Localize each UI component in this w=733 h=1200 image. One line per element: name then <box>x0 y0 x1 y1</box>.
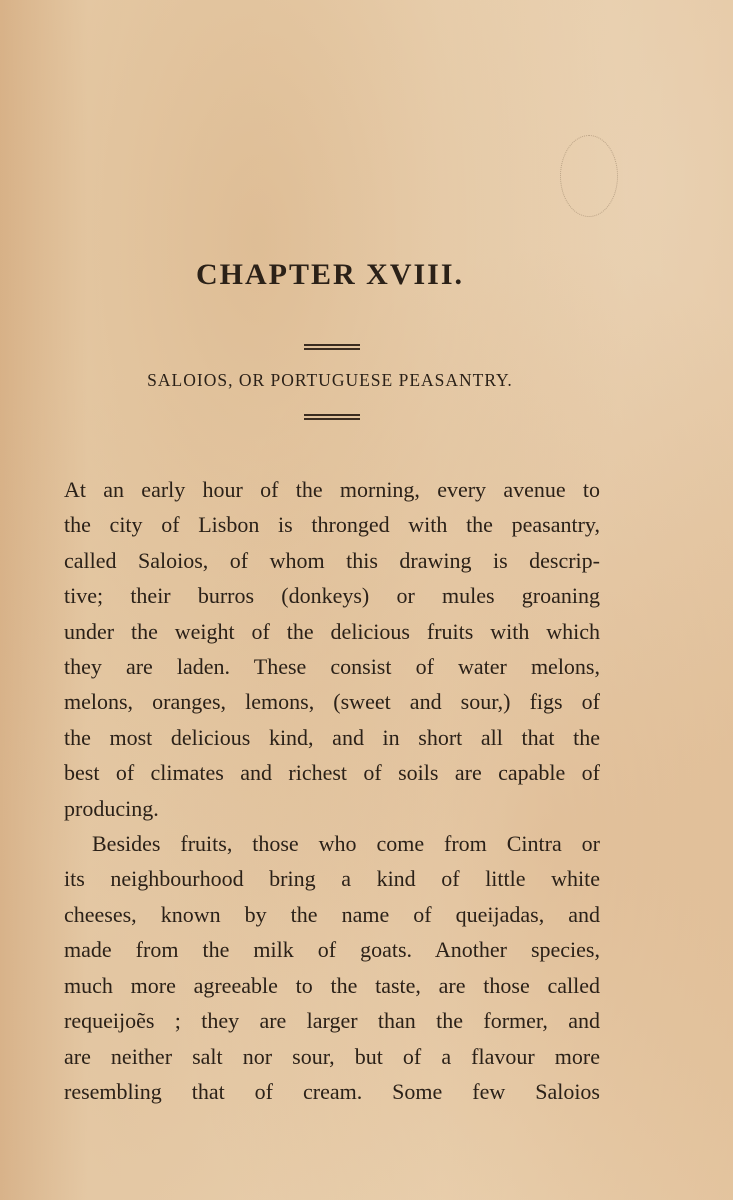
text-line: the city of Lisbon is thronged with the peasantry, <box>64 512 600 538</box>
text-line: called Saloios, of whom this drawing is descrip- <box>64 547 600 573</box>
text-line: made from the milk of goats. Another species, <box>64 937 600 963</box>
text-line: Besides fruits, those who come from Cintra or <box>92 831 600 857</box>
text-line: requeijoẽs ; they are larger than the former, and <box>64 1008 600 1034</box>
text-line: tive; their burros (donkeys) or mules groaning <box>64 583 600 609</box>
text-line: At an early hour of the morning, every avenue to <box>64 477 600 502</box>
text-line: they are laden. These consist of water melons, <box>64 654 600 680</box>
text-line: the most delicious kind, and in short all that the <box>64 724 600 750</box>
page-stain <box>560 135 618 217</box>
text-line: resembling that of cream. Some few Saloios <box>64 1078 600 1104</box>
decorative-rule-top <box>304 344 360 350</box>
text-line: melons, oranges, lemons, (sweet and sour,) figs of <box>64 689 600 715</box>
text-line: producing. <box>64 795 159 821</box>
body-text <box>64 472 600 1109</box>
text-line: much more agreeable to the taste, are those called <box>64 972 600 998</box>
decorative-rule-bottom <box>304 414 360 420</box>
text-line: are neither salt nor sour, but of a flavour more <box>64 1043 600 1069</box>
text-line: under the weight of the delicious fruits with which <box>64 618 600 644</box>
text-line: its neighbourhood bring a kind of little white <box>64 866 600 892</box>
text-line: best of climates and richest of soils are capable of <box>64 760 600 786</box>
chapter-subtitle: SALOIOS, OR PORTUGUESE PEASANTRY. <box>147 370 513 390</box>
text-line: cheeses, known by the name of queijadas, and <box>64 901 600 927</box>
chapter-title: CHAPTER XVIII. <box>195 258 465 291</box>
